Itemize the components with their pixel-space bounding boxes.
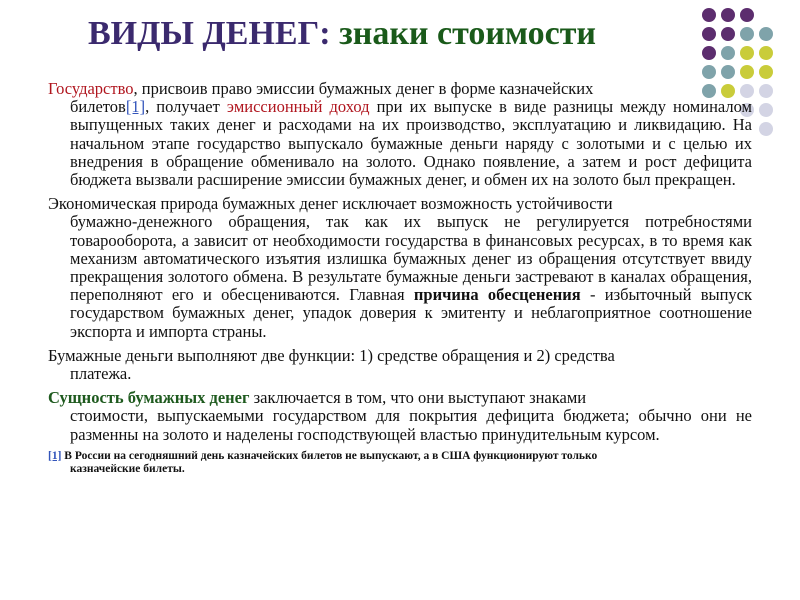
paragraph-text: , получает <box>145 97 227 117</box>
paragraph-text: стоимости, выпускаемыми государством для покрытия дефицита бюджета; обычно они не разменны на золото и наделены господствующей властью принудительным курсом. <box>70 406 752 444</box>
paragraph-text: билетов <box>70 97 126 117</box>
slide-body <box>48 80 752 476</box>
paragraph-functions <box>48 347 752 383</box>
term-essence: Сущность бумажных денег <box>48 388 250 408</box>
term-state: Государство <box>48 79 134 98</box>
paragraph-continuation <box>48 407 752 443</box>
decor-dot <box>759 46 773 60</box>
decor-dot <box>702 8 716 22</box>
paragraph-economic-nature <box>48 195 752 341</box>
decor-dot <box>740 46 754 60</box>
decor-dot <box>721 65 735 79</box>
paragraph-continuation <box>48 213 752 340</box>
paragraph-first-line: Экономическая природа бумажных денег исключает возможность устойчивости <box>48 194 613 214</box>
term-depreciation-cause: причина обесценения <box>413 285 581 305</box>
decor-dot <box>759 65 773 79</box>
footnote-continuation <box>48 463 752 476</box>
paragraph-text: бумажно-денежного обращения, так как их выпуск не регулируется потребностями товарооборота, а зависит от необходимости государства в финансовых ресурсах, в то время как механизм автоматического изъятия излишка бумажных денег из обращения отсутствует ввиду прекращения золотого обмена. В результате бумажные деньги застревают в каналах обращения, переполняют его и обесцениваются. Главная <box>70 212 752 305</box>
decor-dot <box>702 65 716 79</box>
decor-dot <box>740 65 754 79</box>
decor-dot <box>759 84 773 98</box>
paragraph-first-line: Бумажные деньги выполняют две функции: 1) средстве обращения и 2) средства <box>48 345 615 365</box>
decor-dot <box>759 27 773 41</box>
footnote-marker-link[interactable]: [1] <box>48 449 62 462</box>
title-part-sub: знаки стоимости <box>339 15 597 52</box>
paragraph-text: - избыточный выпуск государством бумажных денег, упадок доверия к эмитенту и неблагоприятное соотношение экспорта и импорта страны. <box>70 285 753 341</box>
paragraph-essence <box>48 389 752 444</box>
decor-dot <box>721 27 735 41</box>
decor-dot <box>759 122 773 136</box>
slide-title <box>88 14 596 54</box>
footnote-reference-link[interactable]: [1] <box>125 97 146 117</box>
paragraph-text: заключается в том, что они выступают знаками <box>249 388 587 408</box>
paragraph-text: , присвоив право эмиссии бумажных денег в форме казначейских <box>133 79 594 98</box>
paragraph-continuation <box>48 98 752 189</box>
term-emission-income: эмиссионный доход <box>226 97 370 117</box>
paragraph-state-emission <box>48 80 752 189</box>
footnote-text: В России на сегодняшний день казначейских билетов не выпускают, а в США функционируют только <box>61 449 598 462</box>
decor-dot <box>740 8 754 22</box>
footnote-text: казначейские билеты. <box>70 462 185 475</box>
decor-dot <box>702 27 716 41</box>
footnote <box>48 450 752 476</box>
paragraph-continuation <box>48 365 752 383</box>
paragraph-text: при их выпуске в виде разницы между номиналом выпущенных таких денег и расходами на их производство, эксплуатацию и ликвидацию. На начальном этапе государство выпускало бумажные деньги наряду с золотыми и с целью их внедрения в обращение обменивало на золото. Однако появление, а затем и рост дефицита бюджета вызвали расширение эмиссии бумажных денег, и обмен их на золото был прекращен. <box>70 97 752 190</box>
decor-dot <box>759 103 773 117</box>
decor-dot <box>721 8 735 22</box>
paragraph-text: платежа. <box>70 364 132 384</box>
title-part-main: ВИДЫ ДЕНЕГ: <box>88 15 331 52</box>
decor-dot <box>721 46 735 60</box>
decor-dot <box>702 46 716 60</box>
decor-dot <box>740 27 754 41</box>
